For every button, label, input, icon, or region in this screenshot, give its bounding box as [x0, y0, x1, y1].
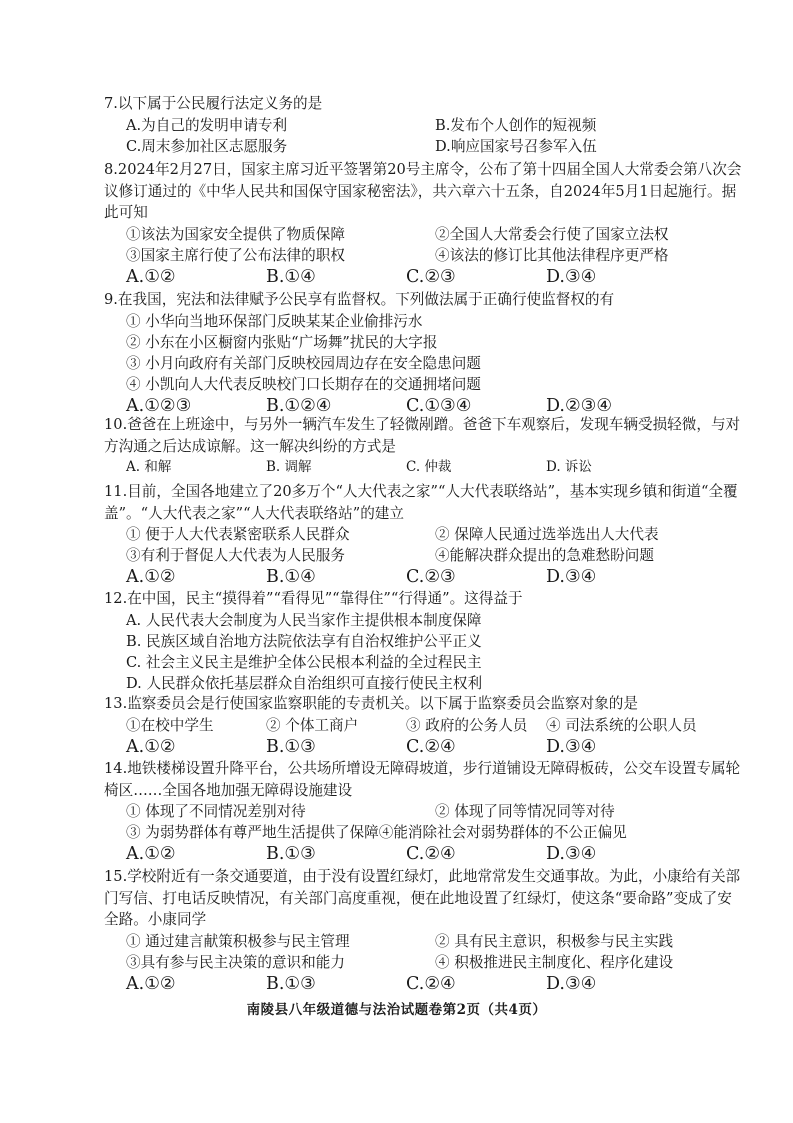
- question-stem: 7.以下属于公民履行法定义务的是: [104, 95, 323, 112]
- statement-2: ② 保障人民通过选举选出人大代表: [435, 526, 659, 543]
- question-stem: 13.监察委员会是行使国家监察职能的专责机关。以下属于监察委员会监察对象的是: [104, 695, 638, 712]
- answer-d: D.③④: [546, 973, 597, 994]
- answer-choices: [104, 566, 744, 589]
- statement-2: ② 小东在小区橱窗内张贴“广场舞”扰民的大字报: [126, 333, 438, 351]
- statement-1: ① 便于人大代表紧密联系人民群众: [126, 526, 350, 543]
- answer-a: A.①②: [126, 736, 176, 757]
- answer-d: D.③④: [546, 844, 597, 864]
- option-b: B.发布个人创作的短视频: [435, 116, 597, 134]
- question-11: [104, 481, 744, 588]
- question-stem: 10.爸爸在上班途中，与另外一辆汽车发生了轻微剐蹭。爸爸下车观察后，发现车辆受损轻微，与对方沟通之后达成谅解。这一解决纠纷的方式是: [104, 416, 741, 455]
- question-stem: 12.在中国，民主“摸得着”“看得见”“靠得住”“行得通”。这得益于: [104, 590, 523, 607]
- answer-choices: [104, 843, 744, 866]
- answer-d: D.③④: [546, 736, 597, 757]
- answer-c: C.②④: [406, 844, 456, 864]
- statement-2: ② 个体工商户: [266, 716, 359, 734]
- statement-1: ①该法为国家安全提供了物质保障: [126, 225, 345, 243]
- answer-a: A.①②: [126, 266, 176, 287]
- statement-4: ④能解决群众提出的急难愁盼问题: [435, 547, 654, 564]
- statement-2: ② 体现了同等情况同等对待: [435, 803, 615, 820]
- answer-d: D.②③④: [546, 395, 613, 416]
- answer-choices: [104, 266, 744, 289]
- answer-a: A.①②: [126, 567, 176, 587]
- question-14: [104, 758, 744, 866]
- page-footer: 南陵县八年级道德与法治试题卷第2页（共4页）: [246, 1002, 547, 1018]
- option-d: D. 人民群众依托基层群众自治组织可直接行使民主权利: [126, 674, 483, 692]
- answer-choices: [104, 973, 744, 996]
- answer-a: A.①②③: [126, 395, 192, 416]
- statement-1: ①在校中学生: [126, 716, 214, 734]
- question-15: [104, 866, 744, 996]
- question-10: [104, 414, 744, 481]
- statement-4: ④ 司法系统的公职人员: [546, 716, 697, 734]
- statement-3: ③ 小月向政府有关部门反映校园周边存在安全隐患问题: [126, 354, 481, 372]
- answer-a: A.①②: [126, 973, 176, 994]
- question-12: [104, 588, 744, 693]
- option-c: C. 仲裁: [406, 459, 452, 475]
- statement-4: ④能消除社会对弱势群体的不公正偏见: [378, 824, 627, 841]
- answer-c: C.②③: [406, 567, 456, 587]
- option-b: B. 调解: [266, 459, 312, 475]
- answer-d: D.③④: [546, 567, 597, 587]
- answer-c: C.②④: [406, 973, 456, 994]
- answer-c: C.②③: [406, 266, 456, 287]
- answer-d: D.③④: [546, 266, 597, 287]
- statement-2: ②全国人大常委会行使了国家立法权: [435, 225, 669, 243]
- statement-1: ① 小华向当地环保部门反映某某企业偷排污水: [126, 312, 423, 330]
- statement-4: ④该法的修订比其他法律程序更严格: [435, 246, 669, 264]
- answer-choices: [104, 736, 744, 759]
- question-stem: 9.在我国，宪法和法律赋予公民享有监督权。下列做法属于正确行使监督权的有: [104, 291, 615, 308]
- option-a: A.为自己的发明申请专利: [126, 116, 288, 134]
- statement-3: ③有利于督促人大代表为人民服务: [126, 547, 345, 564]
- question-stem: 14.地铁楼梯设置升降平台，公共场所增设无障碍坡道，步行道铺设无障碍板砖，公交车设置专属轮椅区……全国各地加强无障碍设施建设: [104, 760, 741, 799]
- statement-4: ④ 积极推进民主制度化、程序化建设: [435, 953, 674, 971]
- option-a: A. 人民代表大会制度为人民当家作主提供根本制度保障: [126, 611, 482, 629]
- question-7: [104, 93, 744, 159]
- answer-b: B.①③: [266, 973, 316, 994]
- option-b: B. 民族区域自治地方法院依法享有自治权维护公平正义: [126, 632, 482, 650]
- answer-a: A.①②: [126, 844, 176, 864]
- answer-c: C.②④: [406, 736, 456, 757]
- statement-3: ③国家主席行使了公布法律的职权: [126, 246, 345, 264]
- answer-b: B.①③: [266, 736, 316, 757]
- question-8: [104, 159, 744, 289]
- answer-b: B.①④: [266, 567, 316, 587]
- answer-c: C.①③④: [406, 395, 472, 416]
- question-stem: 15.学校附近有一条交通要道，由于没有设置红绿灯，此地常常发生交通事故。为此，小康给有关部门写信、打电话反映情况，有关部门高度重视，便在此地设置了红绿灯，使这条“要命路”变成了安全路。小康同学: [104, 868, 741, 928]
- question-9: [104, 289, 744, 414]
- statement-1: ① 通过建言献策积极参与民主管理: [126, 932, 350, 950]
- statement-4: ④ 小凯向人大代表反映校门口长期存在的交通拥堵问题: [126, 375, 481, 393]
- answer-b: B.①②④: [266, 395, 332, 416]
- statement-3: ③ 政府的公务人员: [406, 716, 528, 734]
- option-a: A. 和解: [126, 459, 172, 475]
- question-list: [104, 93, 744, 996]
- question-stem: 11.目前，全国各地建立了20多万个“人大代表之家”“人大代表联络站”，基本实现乡镇和街道“全覆盖”。“人大代表之家”“人大代表联络站”的建立: [104, 483, 738, 522]
- option-d: D. 诉讼: [546, 459, 592, 475]
- statement-2: ② 具有民主意识，积极参与民主实践: [435, 932, 674, 950]
- statement-1: ① 体现了不同情况差别对待: [126, 803, 306, 820]
- answer-b: B.①③: [266, 844, 316, 864]
- statement-3: ③ 为弱势群体有尊严地生活提供了保障: [126, 824, 379, 841]
- option-d: D.响应国家号召参军入伍: [435, 137, 597, 155]
- question-stem: 8.2024年2月27日，国家主席习近平签署第20号主席令，公布了第十四届全国人大常委会第八次会议修订通过的《中华人民共和国保守国家秘密法》，共六章六十五条，自2024年5月1日起施行。据此可知: [104, 161, 742, 221]
- option-c: C. 社会主义民主是维护全体公民根本利益的全过程民主: [126, 653, 482, 671]
- question-13: [104, 693, 744, 758]
- option-c: C.周末参加社区志愿服务: [126, 137, 288, 155]
- answer-b: B.①④: [266, 266, 316, 287]
- statement-3: ③具有参与民主决策的意识和能力: [126, 953, 345, 971]
